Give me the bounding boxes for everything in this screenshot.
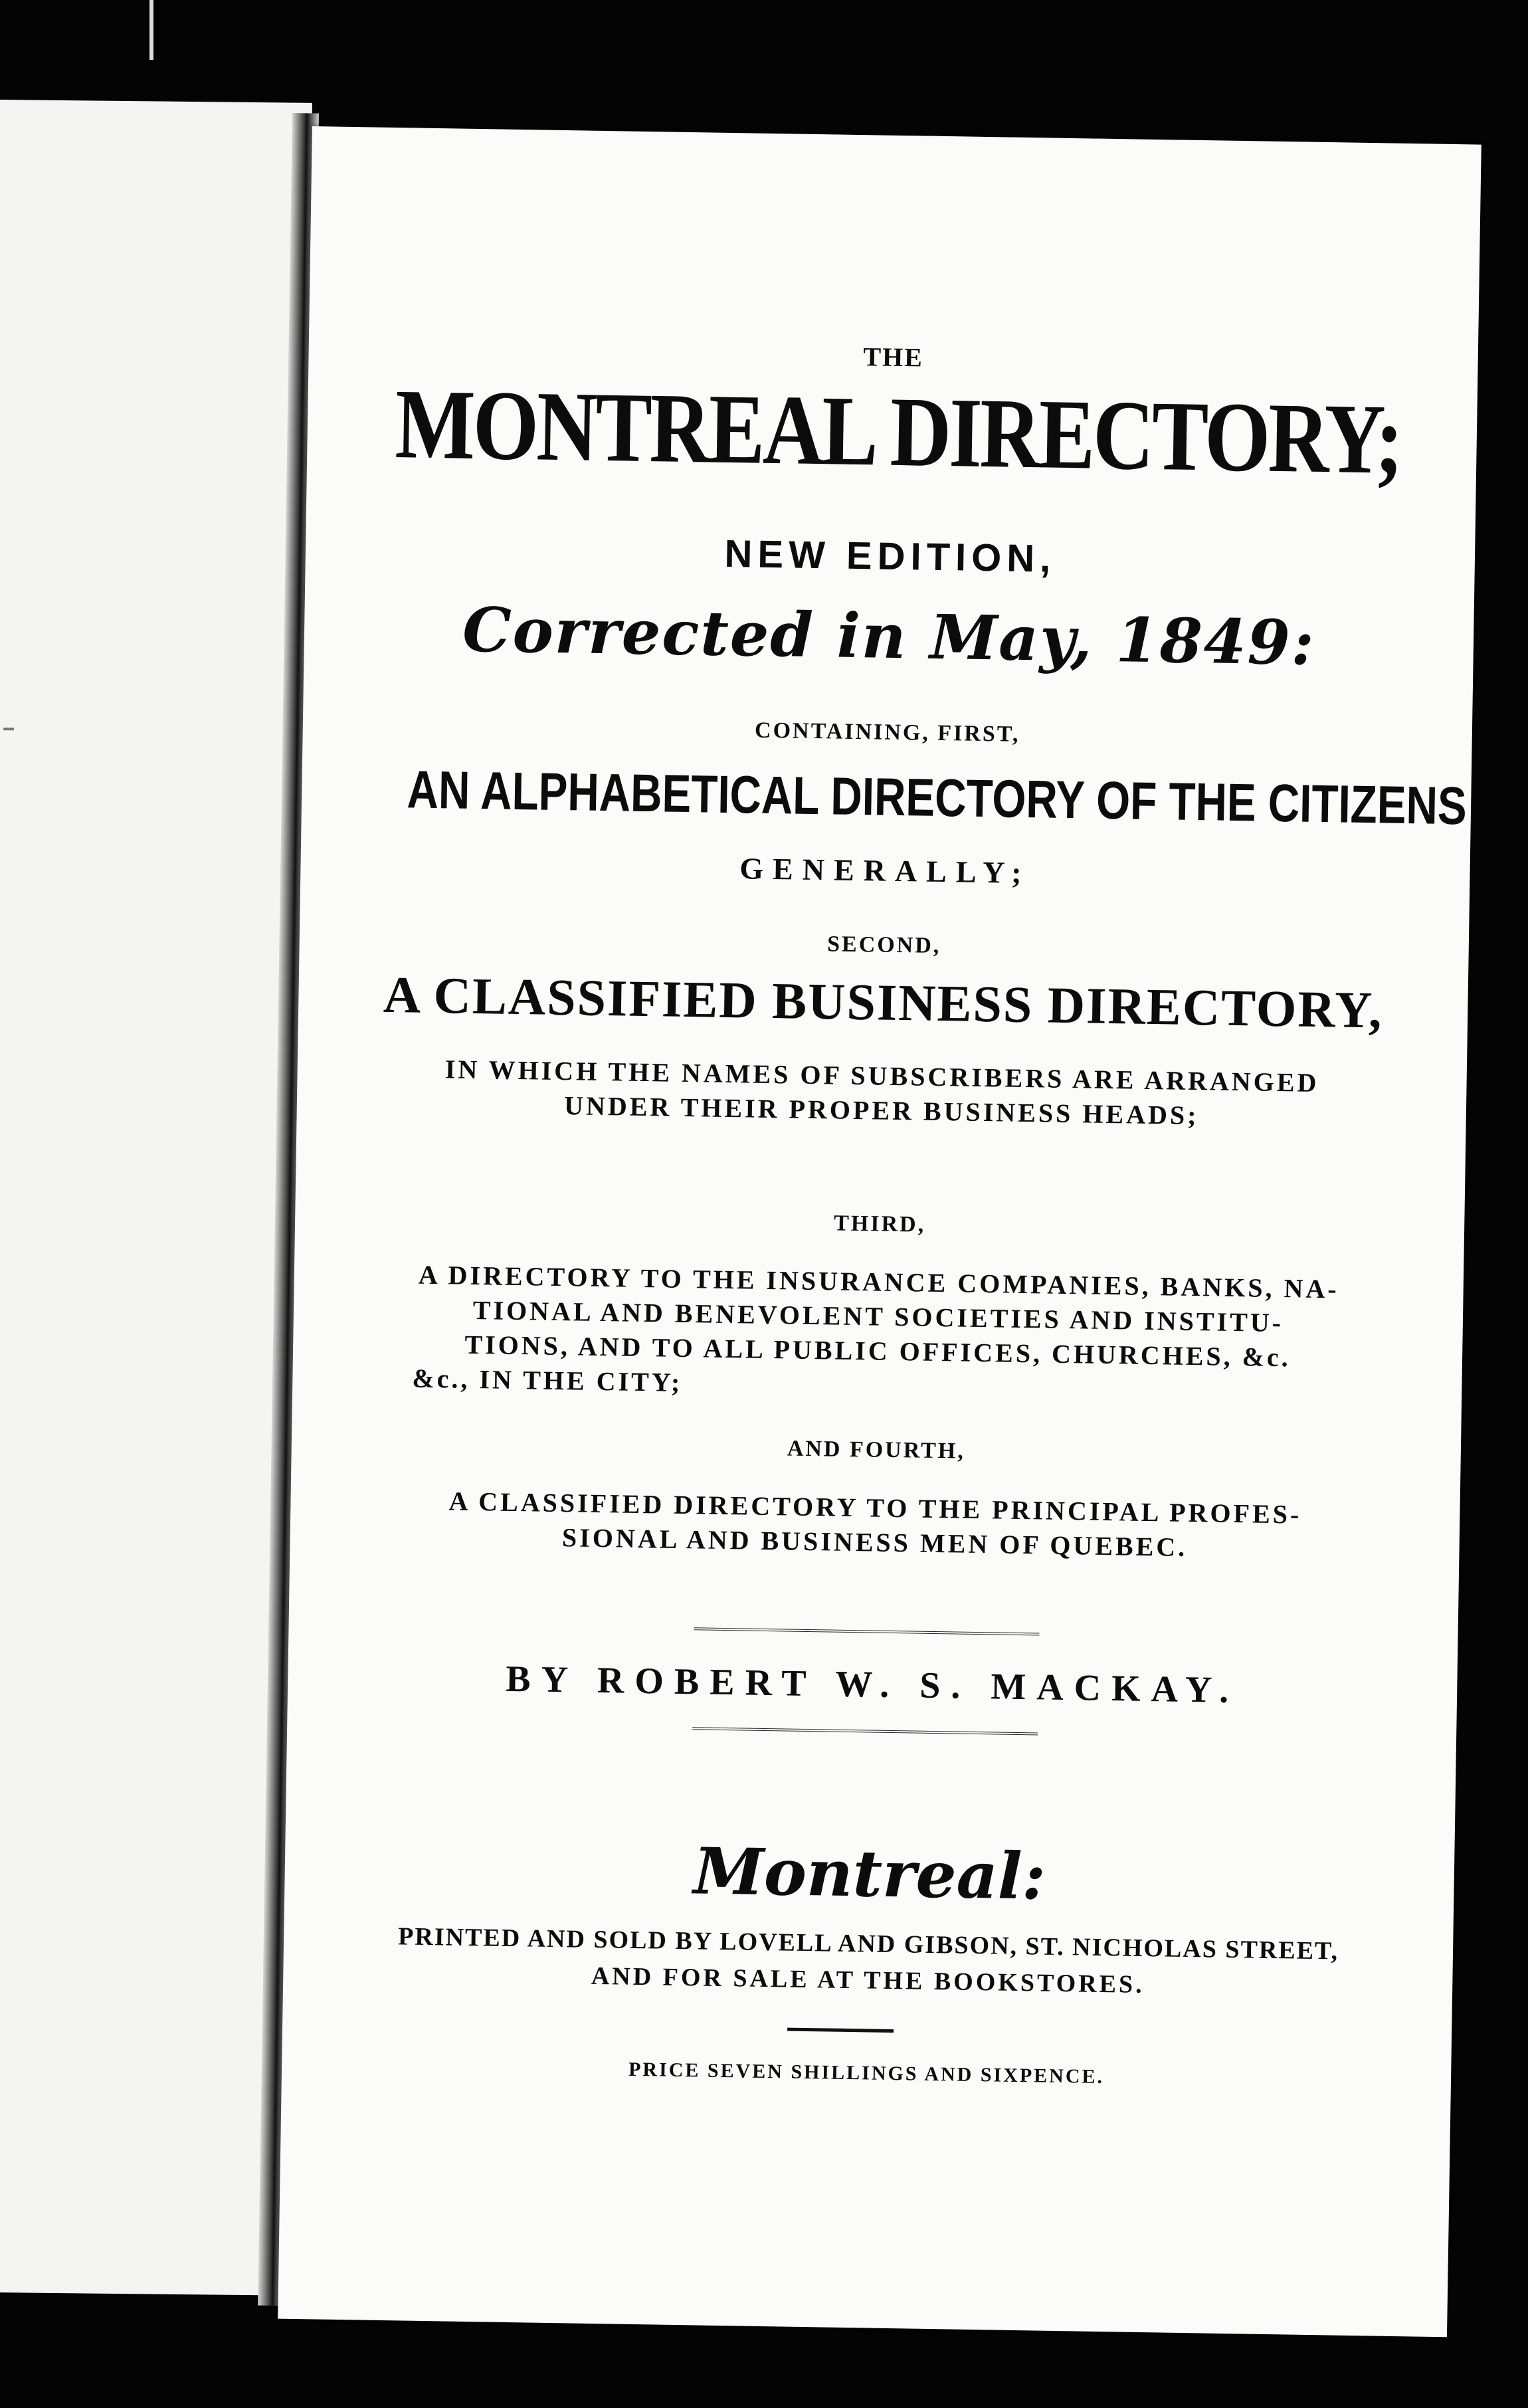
classified-desc-line: IN WHICH THE NAMES OF SUBSCRIBERS ARE ARRANGED [444,1054,1319,1098]
second-label: SECOND, [826,932,941,959]
fourth-desc-line: SIONAL AND BUSINESS MEN OF QUEBEC. [561,1522,1188,1562]
scan-artifact [149,0,153,60]
short-rule [787,2028,894,2033]
third-label: THIRD, [833,1211,926,1237]
scan-artifact [3,728,14,730]
third-desc-line: TIONS, AND TO ALL PUBLIC OFFICES, CHURCHES, &c. [464,1329,1291,1373]
sale-line: AND FOR SALE AT THE BOOKSTORES. [591,1961,1145,1999]
third-desc-line: &c., IN THE CITY; [412,1363,683,1397]
title-page-content [278,126,1481,2337]
third-desc-line: TIONAL AND BENEVOLENT SOCIETIES AND INSTITU- [472,1295,1284,1338]
containing-first-label: CONTAINING, FIRST, [754,718,1020,747]
printer-line: PRINTED AND SOLD BY LOVELL AND GIBSON, ST. NICHOLAS STREET, [397,1922,1339,1965]
imprint-city: Montreal: [692,1833,1046,1914]
alphabetical-directory-heading: AN ALPHABETICAL DIRECTORY OF THE CITIZENS [407,759,1468,836]
ornamental-rule [692,1727,1038,1742]
classified-desc-line: UNDER THEIR PROPER BUSINESS HEADS; [563,1090,1199,1131]
third-desc-line: A DIRECTORY TO THE INSURANCE COMPANIES, BANKS, NA- [418,1259,1339,1304]
article-the: THE [863,342,924,373]
main-title: MONTREAL DIRECTORY; [394,369,1402,495]
generally-line: GENERALLY; [739,851,1032,890]
price-line: PRICE SEVEN SHILLINGS AND SIXPENCE. [628,2058,1105,2088]
title-page [278,126,1481,2337]
classified-business-heading: A CLASSIFIED BUSINESS DIRECTORY, [383,965,1384,1039]
corrected-date-line: Corrected in May, 1849: [462,593,1316,679]
edition-line: NEW EDITION, [724,532,1056,581]
ornamental-rule [694,1627,1039,1642]
author-line: BY ROBERT W. S. MACKAY. [505,1658,1240,1712]
fourth-label: AND FOURTH, [787,1436,966,1464]
fourth-desc-line: A CLASSIFIED DIRECTORY TO THE PRINCIPAL PROFES- [448,1486,1302,1530]
